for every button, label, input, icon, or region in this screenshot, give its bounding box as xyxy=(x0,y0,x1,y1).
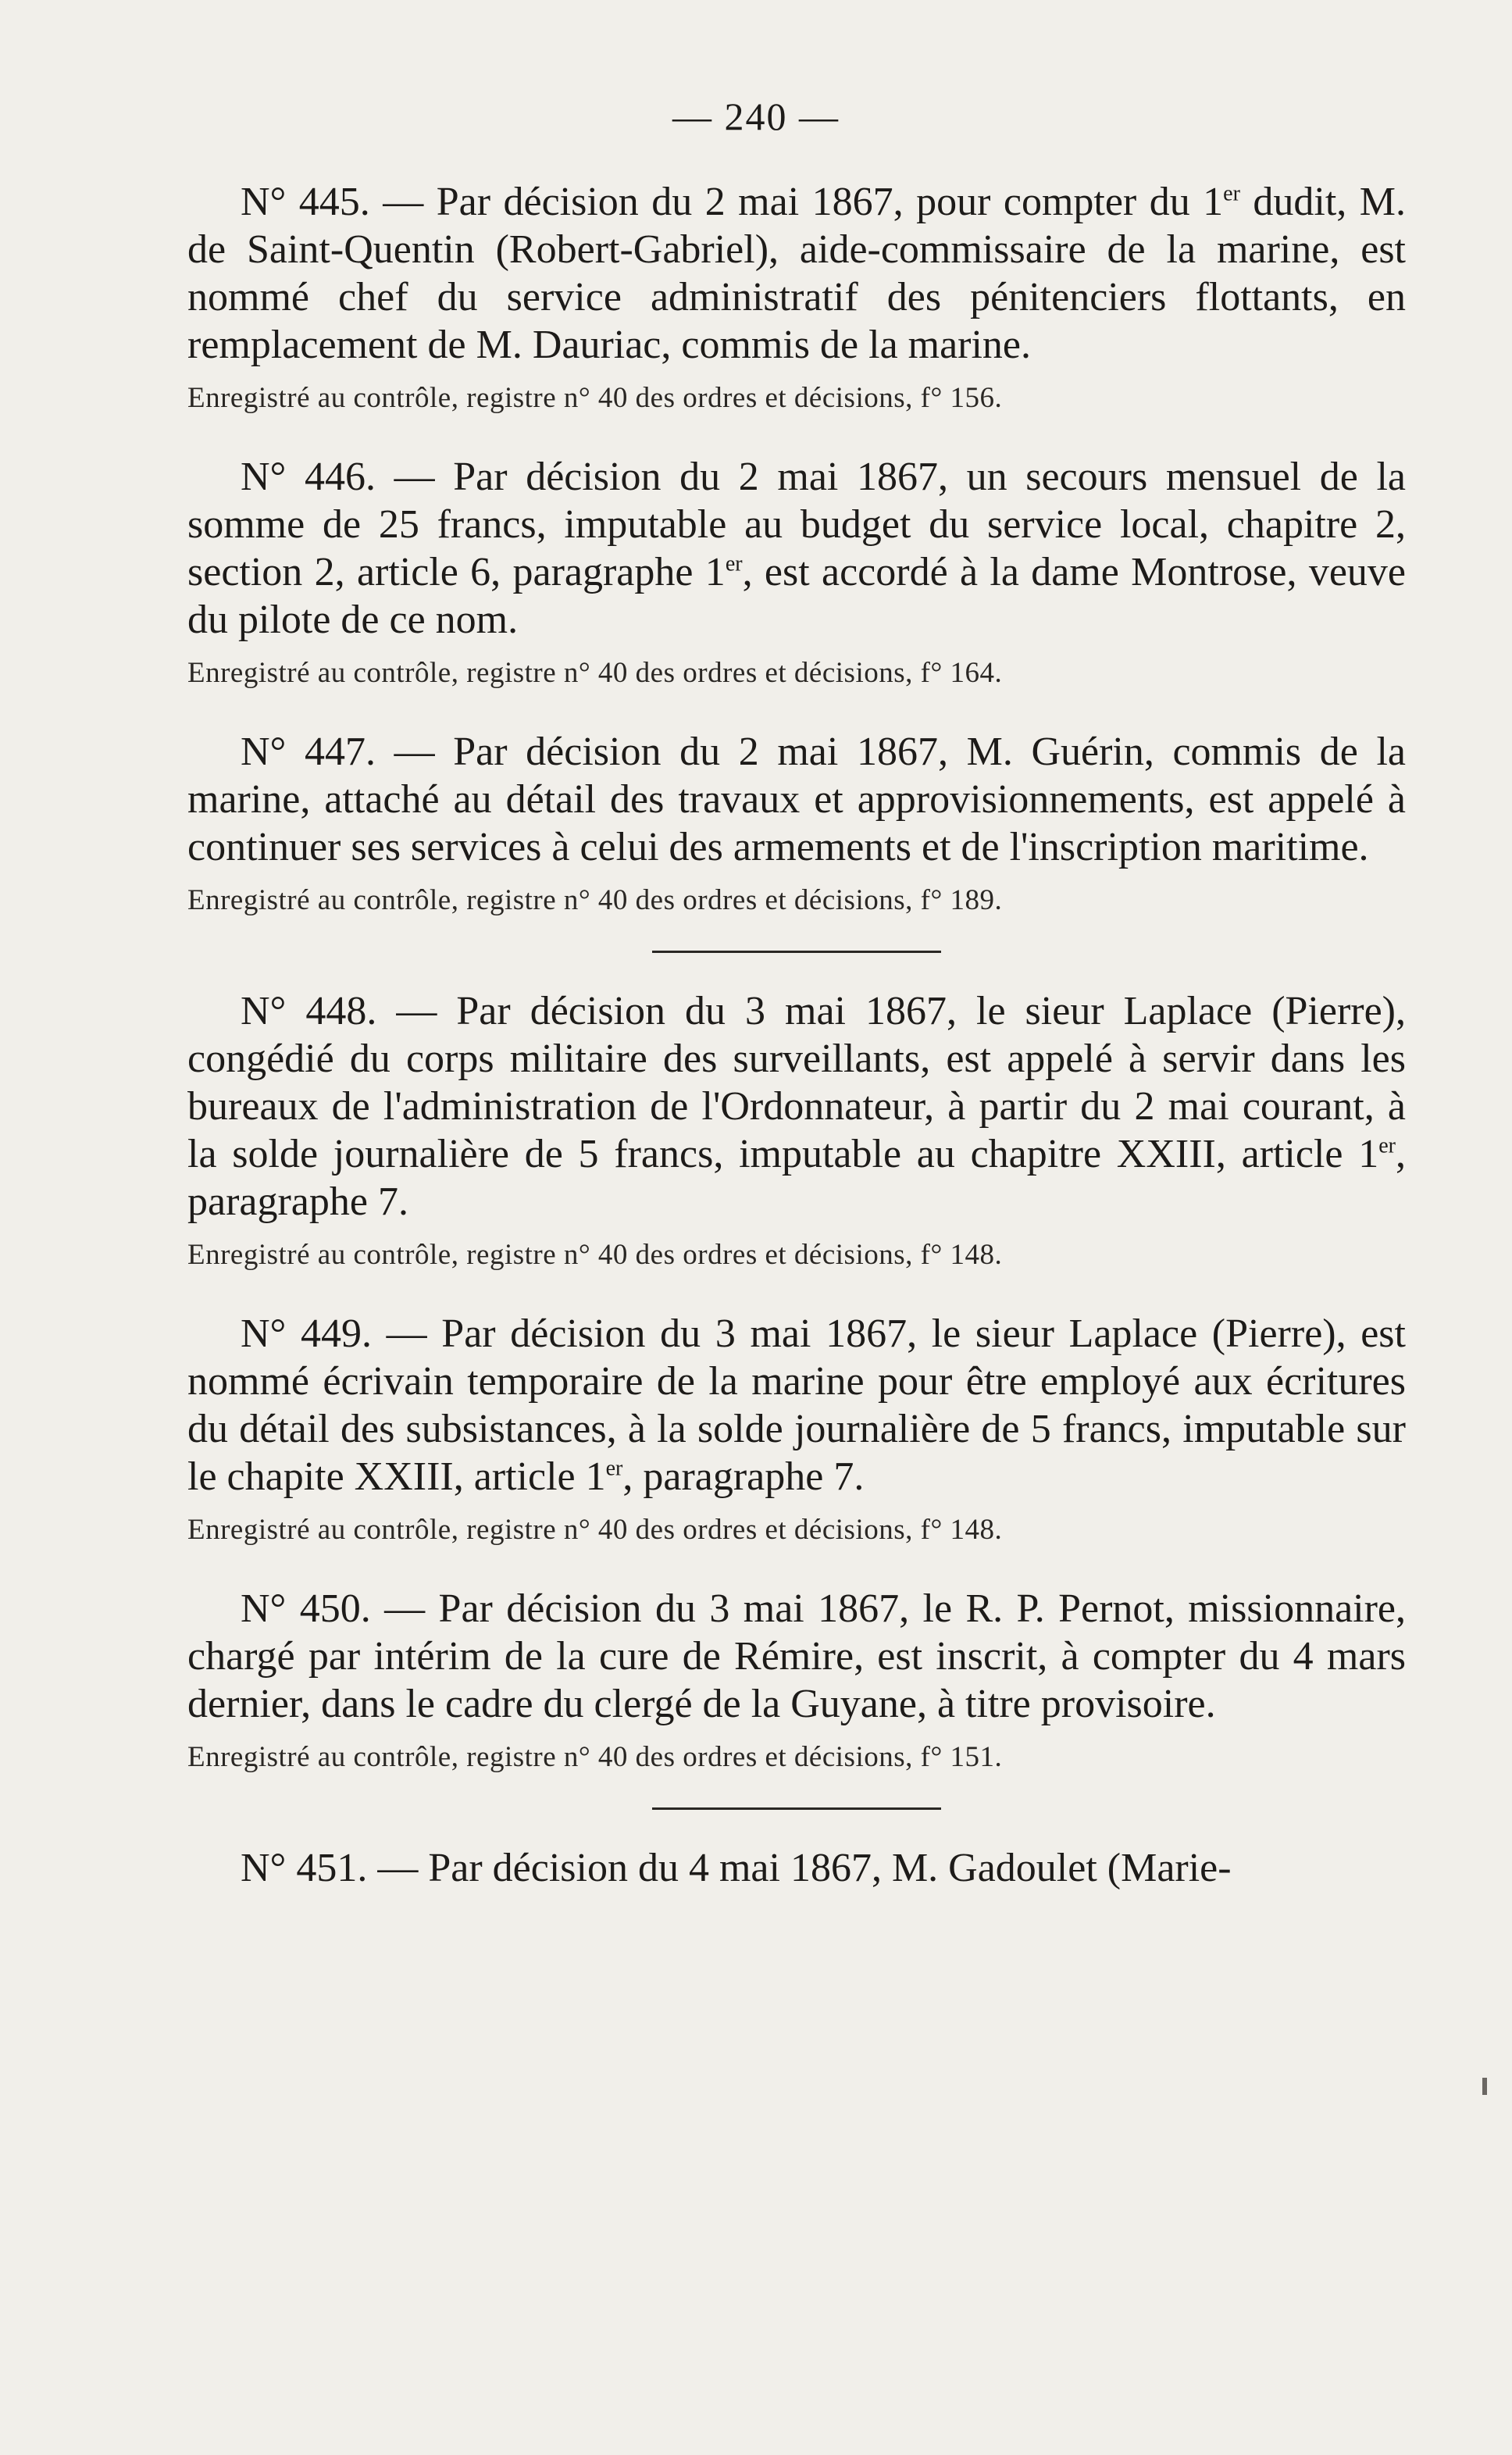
superscript: er xyxy=(725,551,743,576)
entry-body: — Par décision du 2 mai 1867, un secours mensuel de la somme de 25 francs, imputable au budget du service local, chapitre 2, section 2, article 6, paragraphe 1 xyxy=(187,455,1406,594)
entry-text xyxy=(187,178,1406,369)
entry-text xyxy=(187,453,1406,644)
entry-body-cont: , est accordé à la dame Montrose, veuve du pilote de ce nom. xyxy=(187,550,1406,642)
registration-note: Enregistré au contrôle, registre n° 40 des ordres et décisions, f° 164. xyxy=(187,657,1003,689)
superscript: er xyxy=(605,1456,623,1481)
spacer xyxy=(187,1549,1406,1585)
entry-text xyxy=(187,1310,1406,1500)
decision-entry-447 xyxy=(187,728,1406,919)
spacer xyxy=(187,1274,1406,1310)
entry-body: — Par décision du 2 mai 1867, pour compter du 1 xyxy=(369,180,1224,224)
registration-note: Enregistré au contrôle, registre n° 40 des ordres et décisions, f° 156. xyxy=(187,382,1003,414)
superscript: er xyxy=(1223,181,1240,206)
superscript: er xyxy=(1378,1133,1396,1158)
entry-body-cont: , paragraphe 7. xyxy=(187,1132,1406,1224)
registration-note: Enregistré au contrôle, registre n° 40 des ordres et décisions, f° 148. xyxy=(187,1514,1003,1546)
entry-number: N° 445. xyxy=(241,180,370,224)
registration-note: Enregistré au contrôle, registre n° 40 des ordres et décisions, f° 148. xyxy=(187,1239,1003,1271)
spacer xyxy=(187,692,1406,728)
decision-entry-449 xyxy=(187,1310,1406,1549)
entry-body: — Par décision du 3 mai 1867, le R. P. Pernot, missionnaire, chargé par intérim de la cure de Rémire, est inscrit, à compter du 4 mars dernier, dans le cadre du clergé de la Guyane, à titre provisoire. xyxy=(187,1586,1406,1726)
margin-mark xyxy=(1482,2078,1487,2095)
section-divider xyxy=(652,951,941,953)
entry-number: N° 448. xyxy=(241,989,377,1033)
entry-text xyxy=(187,987,1406,1226)
entry-text xyxy=(187,728,1406,871)
entry-number: N° 446. xyxy=(241,455,376,499)
decision-list xyxy=(187,178,1406,1892)
registration-note: Enregistré au contrôle, registre n° 40 des ordres et décisions, f° 189. xyxy=(187,884,1003,916)
decision-entry-446 xyxy=(187,453,1406,692)
entry-number: N° 449. xyxy=(241,1311,372,1356)
spacer xyxy=(187,417,1406,453)
entry-body: — Par décision du 3 mai 1867, le sieur Laplace (Pierre), congédié du corps militaire des surveillants, est appelé à servir dans les bureaux de l'administration de l'Ordonnateur, à partir du 2 mai courant, à la solde journalière de 5 francs, imputable au chapitre XXIII, article 1 xyxy=(187,989,1406,1176)
entry-body: — Par décision du 3 mai 1867, le sieur Laplace (Pierre), est nommé écrivain temporaire de la marine pour être employé aux écritures du détail des subsistances, à la solde journalière de 5 francs, imputable sur le chapite XXIII, article 1 xyxy=(187,1311,1406,1499)
registration-note: Enregistré au contrôle, registre n° 40 des ordres et décisions, f° 151. xyxy=(187,1741,1003,1773)
decision-entry-448 xyxy=(187,987,1406,1274)
decision-entry-450 xyxy=(187,1585,1406,1776)
entry-body: — Par décision du 4 mai 1867, M. Gadoulet (Marie- xyxy=(367,1846,1232,1890)
decision-entry-445 xyxy=(187,178,1406,417)
entry-number: N° 450. xyxy=(241,1586,371,1631)
decision-entry-451 xyxy=(187,1844,1406,1892)
entry-number: N° 447. xyxy=(241,730,376,774)
entry-body: — Par décision du 2 mai 1867, M. Guérin, commis de la marine, attaché au détail des travaux et approvisionnements, est appelé à continuer ses services à celui des armements et de l'inscription maritime. xyxy=(187,730,1406,869)
entry-body-cont: dudit, M. de Saint-Quentin (Robert-Gabriel), aide-commissaire de la marine, est nommé chef du service administratif des pénitenciers flottants, en remplacement de M. Dauriac, commis de la marine. xyxy=(187,180,1406,367)
entry-body-cont: , paragraphe 7. xyxy=(622,1454,865,1499)
entry-text xyxy=(187,1585,1406,1728)
entry-number: N° 451. xyxy=(241,1846,368,1890)
entry-text xyxy=(187,1844,1406,1892)
page-number: — 240 — xyxy=(672,95,840,138)
section-divider xyxy=(652,1807,941,1810)
